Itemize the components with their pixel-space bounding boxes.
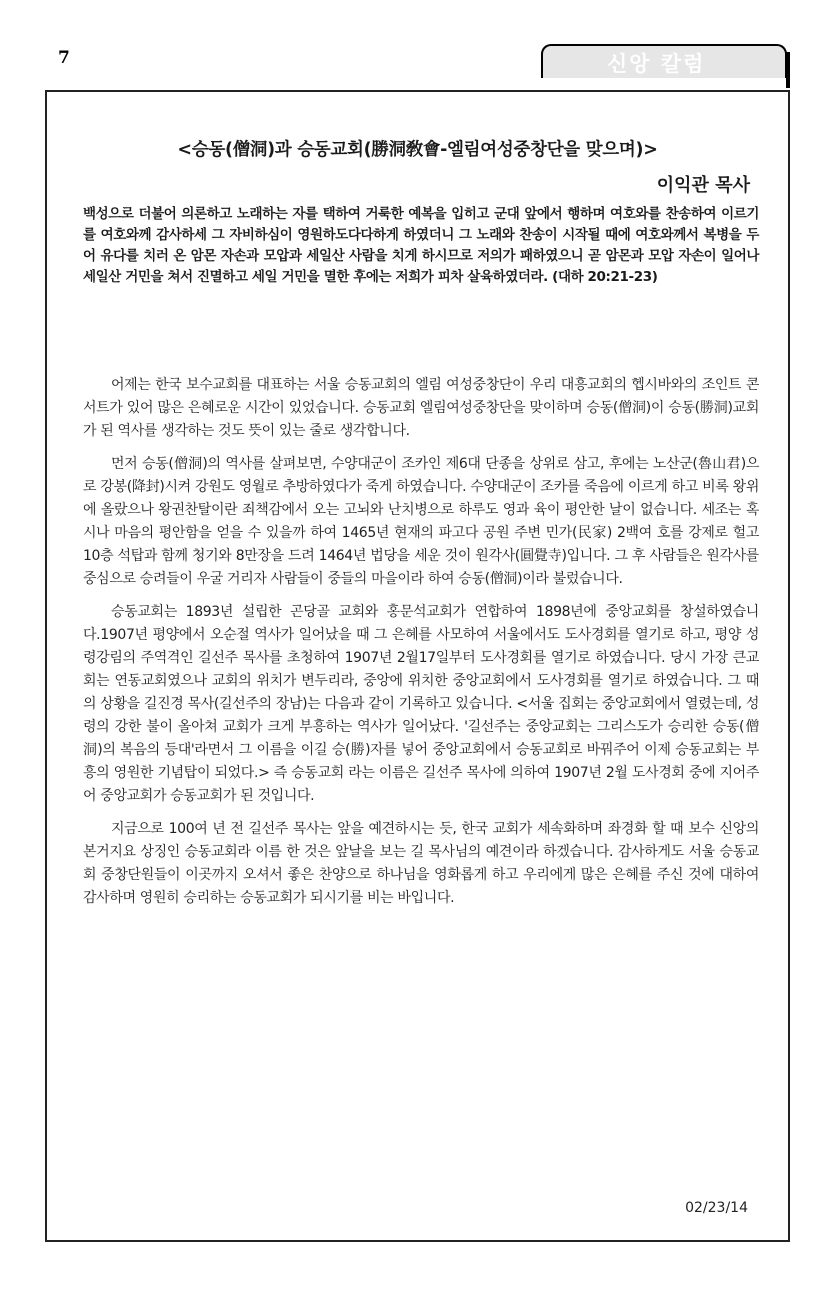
article-title: <승동(僧洞)과 승동교회(勝洞敎會-엘림여성중창단을 맞으며)> xyxy=(177,140,658,160)
section-tab xyxy=(541,44,787,78)
paragraph: 승동교회는 1893년 설립한 곤당골 교회와 홍문석교회가 연합하여 1898년에 중앙교회를 창설하였습니다.1907년 평양에서 오순절 역사가 일어났을 때 그 은혜를 사모하여 서울에서도 도사경회를 열기로 하고, 평양 성령강림의 주역격인 길선주 목사를 초청하여 1907년 2월17일부터 도사경회를 열기로 하였습니다. 당시 가장 큰교회는 연동교회였으나 교회의 위치가 변두리라, 중앙에 위치한 중앙교회에서 도사경회를 열기로 하였습니다. 그 때의 상황을 길진경 목사(길선주의 장남)는 다음과 같이 기록하고 있습니다. <서울 집회는 중앙교회에서 열렸는데, 성령의 강한 불이 올아쳐 교회가 크게 부흥하는 역사가 일어났다. '길선주는 중앙교회는 그리스도가 승리한 승동(僧洞)의 복음의 등대'라면서 그 이름을 이길 승(勝)자를 넣어 중앙교회에서 승동교회로 바꿔주어 이제 승동교회는 부흥의 영원한 기념탑이 되었다.> 즉 승동교회 라는 이름은 길선주 목사에 의하여 1907년 2월 도사경회 중에 지어주어 중앙교회가 승동교회가 된 것입니다. xyxy=(83,604,759,804)
paragraph: 먼저 승동(僧洞)의 역사를 살펴보면, 수양대군이 조카인 제6대 단종을 상위로 삼고, 후에는 노산군(魯山君)으로 강봉(降封)시켜 강원도 영월로 추방하였다가 죽게 하였습니다. 수양대군이 조카를 죽음에 이르게 하고 비록 왕위에 올랐으나 왕권찬탈이란 죄책감에서 오는 고뇌와 난치병으로 하루도 영과 육이 평안한 날이 없습니다. 세조는 혹시나 마음의 평안함을 얻을 수 있을까 하여 1465년 현재의 파고다 공원 주변 민가(民家) 2백여 호를 강제로 헐고 10층 석탑과 함께 청기와 8만장을 드려 1464년 법당을 세운 것이 원각사(圓覺寺)입니다. 그 후 사람들은 원각사를 중심으로 승려들이 우굴 거리자 사람들이 중들의 마을이라 하여 승동(僧洞)이라 불렀습니다. xyxy=(83,456,759,587)
paragraph: 지금으로 100여 년 전 길선주 목사는 앞을 예견하시는 듯, 한국 교회가 세속화하며 좌경화 할 때 보수 신앙의 본거지요 상징인 승동교회라 이름 한 것은 앞날을 보는 길 목사님의 예견이라 하겠습니다. 감사하게도 서울 승동교회 중창단원들이 이곳까지 오셔서 좋은 찬양으로 하나님을 영화롭게 하고 우리에게 많은 은혜를 주신 것에 대하여 감사하며 영원히 승리하는 승동교회가 되시기를 비는 바입니다. xyxy=(83,821,759,906)
article-date: 02/23/14 xyxy=(685,1200,748,1216)
paragraph: 어제는 한국 보수교회를 대표하는 서울 승동교회의 엘림 여성중창단이 우리 대흥교회의 헵시바와의 조인트 콘서트가 있어 많은 은혜로운 시간이 있었습니다. 승동교회 엘림여성중창단을 맞이하며 승동(僧洞)이 승동(勝洞)교회가 된 역사를 생각하는 것도 뜻이 있는 줄로 생각합니다. xyxy=(83,377,759,439)
article-body xyxy=(83,374,759,920)
section-tab-label: 신앙 칼럼 xyxy=(607,52,706,76)
article-author: 이익관 목사 xyxy=(656,175,750,196)
article-frame xyxy=(45,90,790,1242)
scripture-quote: 백성으로 더불어 의론하고 노래하는 자를 택하여 거룩한 예복을 입히고 군대 앞에서 행하며 여호와를 찬송하여 이르기를 여호와께 감사하세 그 자비하심이 영원하도다다하게 하였더니 그 노래와 찬송이 시작될 때에 여호와께서 복병을 두어 유다를 치러 온 암몬 자손과 모압과 세일산 사람을 치게 하시므로 저의가 패하였으니 곧 암몬과 모압 자손이 일어나 세일산 거민을 쳐서 진멸하고 세일 거민을 멸한 후에는 저희가 피차 살육하였더라. (대하 20:21-23) xyxy=(83,206,759,285)
page-number: 7 xyxy=(58,48,70,68)
